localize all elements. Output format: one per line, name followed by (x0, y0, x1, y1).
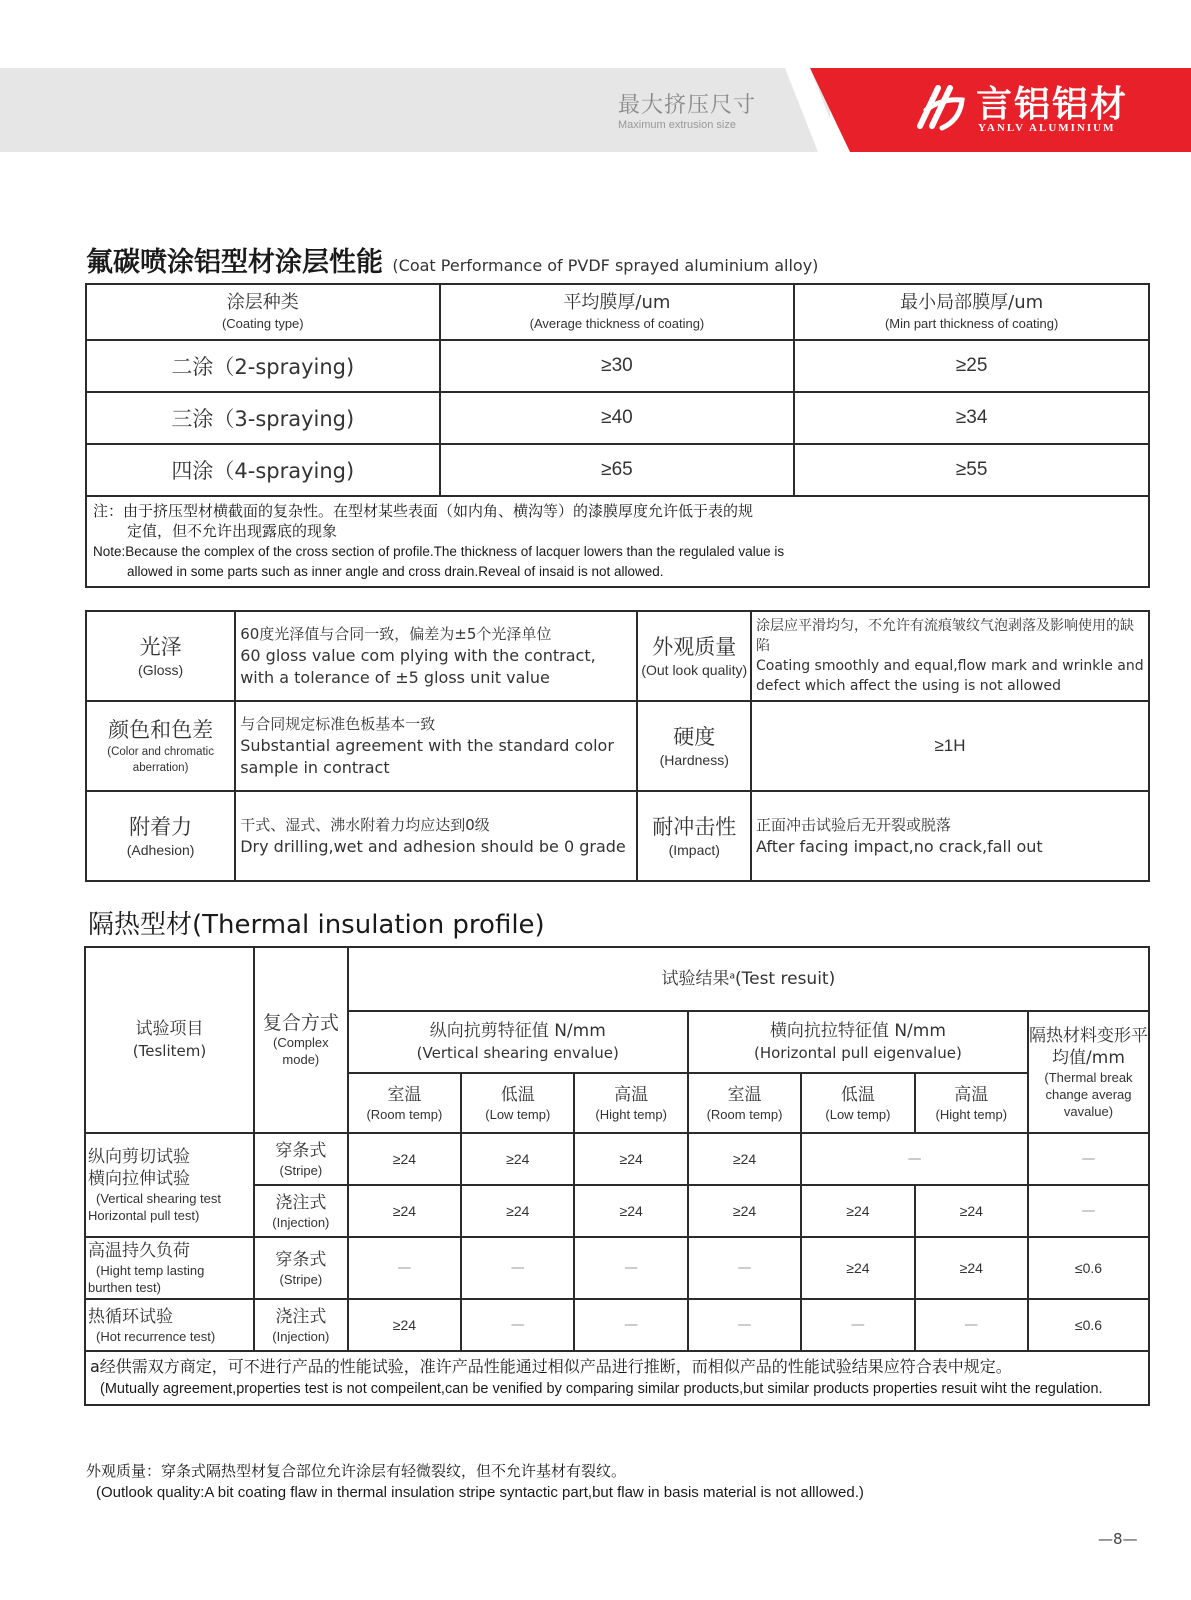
outlook-quality-note (86, 1460, 864, 1504)
note-cn-line1: 注：由于挤压型材横截面的复杂性。在型材某些表面（如内角、横沟等）的漆膜厚度允许低于表的规 (93, 502, 754, 520)
coat-note (86, 496, 1149, 587)
temp-room: 室温 (Room temp) (688, 1073, 801, 1133)
thermal-note-cn: a经供需双方商定，可不进行产品的性能试验，准许产品性能通过相似产品进行推断，而相似产品的性能试验结果应符合表中规定。 (90, 1357, 1012, 1376)
coat-section-title (86, 240, 818, 279)
hardness-value: ≥1H (751, 701, 1149, 791)
deformation-header: 隔热材料变形平均值/mm (Thermal break change averag vavalue) (1028, 1011, 1149, 1133)
mode-injection: 浇注式 (Injection) (254, 1185, 348, 1237)
mode-stripe: 穿条式 (Stripe) (254, 1237, 348, 1299)
value-cell: — (1028, 1185, 1149, 1237)
value-cell: — (688, 1299, 801, 1351)
min-thickness-cell: ≥34 (794, 392, 1149, 444)
coating-properties-table (85, 610, 1150, 882)
thermal-section-title: 隔热型材(Thermal insulation profile) (88, 910, 545, 940)
row-item-high-temp: 高温持久负荷 (Hight temp lasting burthen test) (85, 1237, 254, 1299)
color-label: 颜色和色差 (Color and chromatic aberration) (86, 701, 235, 791)
value-cell: — (574, 1299, 687, 1351)
min-thickness-cell: ≥25 (794, 340, 1149, 392)
value-cell: ≥24 (461, 1133, 574, 1185)
coating-type-cell: 三涂（3-spraying) (86, 392, 440, 444)
coating-thickness-table (85, 283, 1150, 588)
value-cell: ≥24 (801, 1237, 914, 1299)
impact-desc: 正面冲击试验后无开裂或脱落 After facing impact,no crack,fall out (751, 791, 1149, 881)
table-row (86, 392, 1149, 444)
coat-title-cn: 氟碳喷涂铝型材涂层性能 (86, 247, 383, 278)
outlook-note-cn: 外观质量：穿条式隔热型材复合部位允许涂层有轻微裂纹，但不允许基材有裂纹。 (86, 1462, 627, 1480)
header-coating-type: 涂层种类 (Coating type) (86, 284, 440, 340)
value-cell: — (1028, 1133, 1149, 1185)
note-en-line1: Note:Because the complex of the cross section of profile.The thickness of lacquer lowers than the regulaled value is (93, 544, 785, 559)
value-cell: ≥24 (574, 1133, 687, 1185)
value-cell: — (688, 1237, 801, 1299)
gloss-label: 光泽 (Gloss) (86, 611, 235, 701)
value-cell: ≥24 (688, 1185, 801, 1237)
table-row (86, 444, 1149, 496)
brand-logo-icon (912, 80, 968, 136)
avg-thickness-cell: ≥30 (440, 340, 795, 392)
value-cell: ≥24 (348, 1299, 461, 1351)
color-desc: 与合同规定标准色板基本一致 Substantial agreement with the standard color sample in contract (235, 701, 637, 791)
coating-type-cell: 四涂（4-spraying) (86, 444, 440, 496)
brand-name: 言铝铝材 (976, 84, 1129, 125)
temp-low: 低温 (Low temp) (461, 1073, 574, 1133)
thermal-note-en: (Mutually agreement,properties test is not compeilent,can be venified by comparing similar products,but similar products properties resuit wiht the regulation. (100, 1381, 1103, 1397)
page-number: —8— (1098, 1530, 1138, 1548)
value-cell: — (461, 1237, 574, 1299)
value-cell: ≥24 (461, 1185, 574, 1237)
avg-thickness-cell: ≥40 (440, 392, 795, 444)
outlook-label: 外观质量 (Out look quality) (637, 611, 751, 701)
coating-type-cell: 二涂（2-spraying) (86, 340, 440, 392)
value-cell: — (801, 1299, 914, 1351)
temp-high: 高温 (Hight temp) (574, 1073, 687, 1133)
value-cell: — (574, 1237, 687, 1299)
impact-label: 耐冲击性 (Impact) (637, 791, 751, 881)
min-thickness-cell: ≥55 (794, 444, 1149, 496)
test-item-header: 试验项目 (Teslitem) (85, 947, 254, 1133)
value-cell: ≤0.6 (1028, 1237, 1149, 1299)
outlook-desc: 涂层应平滑均匀，不允许有流痕皱纹气泡剥落及影响使用的缺陷 Coating smoothly and equal,flow mark and wrinkle and defect which affect the using is not allowed (751, 611, 1149, 701)
adhesion-desc: 干式、湿式、沸水附着力均应达到0级 Dry drilling,wet and adhesion should be 0 grade (235, 791, 637, 881)
value-cell: ≥24 (348, 1133, 461, 1185)
value-cell: ≥24 (348, 1185, 461, 1237)
thermal-note (85, 1351, 1149, 1405)
mode-stripe: 穿条式 (Stripe) (254, 1133, 348, 1185)
value-cell: ≥24 (801, 1185, 914, 1237)
table-row (85, 1237, 1149, 1299)
value-cell: ≥24 (574, 1185, 687, 1237)
temp-high: 高温 (Hight temp) (915, 1073, 1028, 1133)
note-en-line2: allowed in some parts such as inner angle and cross drain.Reveal of insaid is not allowed. (127, 564, 664, 579)
brand-name-en: YANLV ALUMINIUM (978, 122, 1116, 134)
value-cell: — (915, 1299, 1028, 1351)
note-cn-line2: 定值，但不允许出现露底的现象 (127, 522, 338, 540)
value-cell: — (801, 1133, 1028, 1185)
temp-low: 低温 (Low temp) (801, 1073, 914, 1133)
header-avg-thickness: 平均膜厚/um (Average thickness of coating) (440, 284, 795, 340)
avg-thickness-cell: ≥65 (440, 444, 795, 496)
row-item-hot-recurrence: 热循环试验 (Hot recurrence test) (85, 1299, 254, 1351)
value-cell: ≤0.6 (1028, 1299, 1149, 1351)
coat-title-en: (Coat Performance of PVDF sprayed aluminium alloy) (392, 256, 819, 275)
table-row (85, 1299, 1149, 1351)
value-cell: ≥24 (688, 1133, 801, 1185)
value-cell: — (461, 1299, 574, 1351)
value-cell: — (348, 1237, 461, 1299)
header-section-title: 最大挤压尺寸 (618, 93, 757, 118)
mode-injection: 浇注式 (Injection) (254, 1299, 348, 1351)
row-item-shear-pull: 纵向剪切试验 横向拉伸试验 (Vertical shearing test Horizontal pull test) (85, 1133, 254, 1237)
thermal-test-table (84, 946, 1150, 1406)
value-cell: ≥24 (915, 1185, 1028, 1237)
header-section-subtitle: Maximum extrusion size (618, 119, 736, 131)
temp-room: 室温 (Room temp) (348, 1073, 461, 1133)
header-min-thickness: 最小局部膜厚/um (Min part thickness of coating) (794, 284, 1149, 340)
table-row (86, 340, 1149, 392)
adhesion-label: 附着力 (Adhesion) (86, 791, 235, 881)
test-result-header: 试验结果$^a$(Test resuit) (348, 947, 1149, 1011)
gloss-desc: 60度光泽值与合同一致，偏差为±5个光泽单位 60 gloss value com plying with the contract, with a tolerance of ±5 gloss unit value (235, 611, 637, 701)
composite-mode-header: 复合方式 (Complex mode) (254, 947, 348, 1133)
hardness-label: 硬度 (Hardness) (637, 701, 751, 791)
table-row (85, 1133, 1149, 1185)
vertical-shearing-header: 纵向抗剪特征值 N/mm (Vertical shearing envalue) (348, 1011, 688, 1073)
horizontal-pull-header: 横向抗拉特征值 N/mm (Horizontal pull eigenvalue) (688, 1011, 1028, 1073)
value-cell: ≥24 (915, 1237, 1028, 1299)
outlook-note-en: (Outlook quality:A bit coating flaw in thermal insulation stripe syntactic part,but flaw in basis material is not alllowed.) (96, 1484, 864, 1501)
